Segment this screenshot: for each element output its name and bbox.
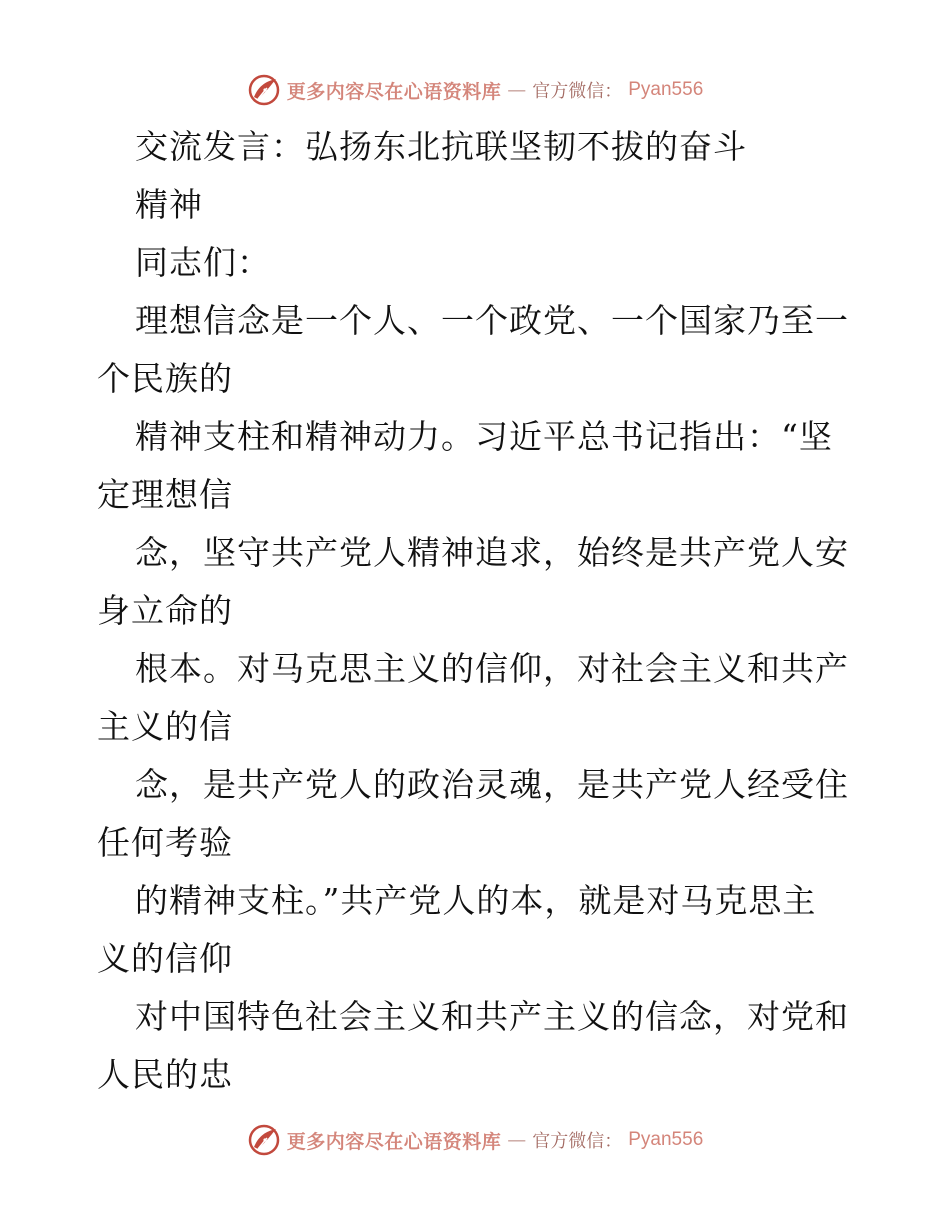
document-line: 身立命的 <box>97 591 233 630</box>
document-line: 同志们： <box>135 243 271 282</box>
document-line: 人民的忠 <box>97 1055 233 1094</box>
watermark-wechat-label: 官方微信： <box>532 1131 623 1152</box>
document-line: 对中国特色社会主义和共产主义的信念，对党和 <box>135 997 849 1036</box>
pen-nib-logo-icon <box>247 73 281 107</box>
watermark-separator: — <box>507 1129 527 1151</box>
watermark-wechat-id: Pyan556 <box>628 79 704 100</box>
document-body <box>97 118 857 1104</box>
watermark-inner <box>247 1123 704 1157</box>
watermark-main-text: 更多内容尽在心语资料库 <box>286 80 502 103</box>
document-line: 定理想信 <box>97 475 233 514</box>
document-line: 交流发言：弘扬东北抗联坚韧不拔的奋斗 <box>135 127 747 166</box>
document-line: 任何考验 <box>97 823 233 862</box>
document-line: 念，是共产党人的政治灵魂，是共产党人经受住 <box>135 765 849 804</box>
document-line: 义的信仰 <box>97 939 233 978</box>
header-watermark <box>0 70 950 110</box>
watermark-wechat-label: 官方微信： <box>532 81 623 102</box>
document-line: 主义的信 <box>97 707 233 746</box>
footer-watermark <box>0 1120 950 1160</box>
watermark-inner <box>247 73 704 107</box>
watermark-main-text: 更多内容尽在心语资料库 <box>286 1130 502 1153</box>
document-line: 理想信念是一个人、一个政党、一个国家乃至一 <box>135 301 849 340</box>
document-line: 精神支柱和精神动力。习近平总书记指出：“坚 <box>135 417 833 456</box>
pen-nib-logo-icon <box>247 1123 281 1157</box>
document-line: 念，坚守共产党人精神追求，始终是共产党人安 <box>135 533 849 572</box>
document-line: 精神 <box>135 185 203 224</box>
document-line: 的精神支柱。”共产党人的本，就是对马克思主 <box>135 881 817 920</box>
watermark-wechat-id: Pyan556 <box>628 1129 704 1150</box>
watermark-separator: — <box>507 79 527 101</box>
document-line: 根本。对马克思主义的信仰，对社会主义和共产 <box>135 649 849 688</box>
document-line: 个民族的 <box>97 359 233 398</box>
